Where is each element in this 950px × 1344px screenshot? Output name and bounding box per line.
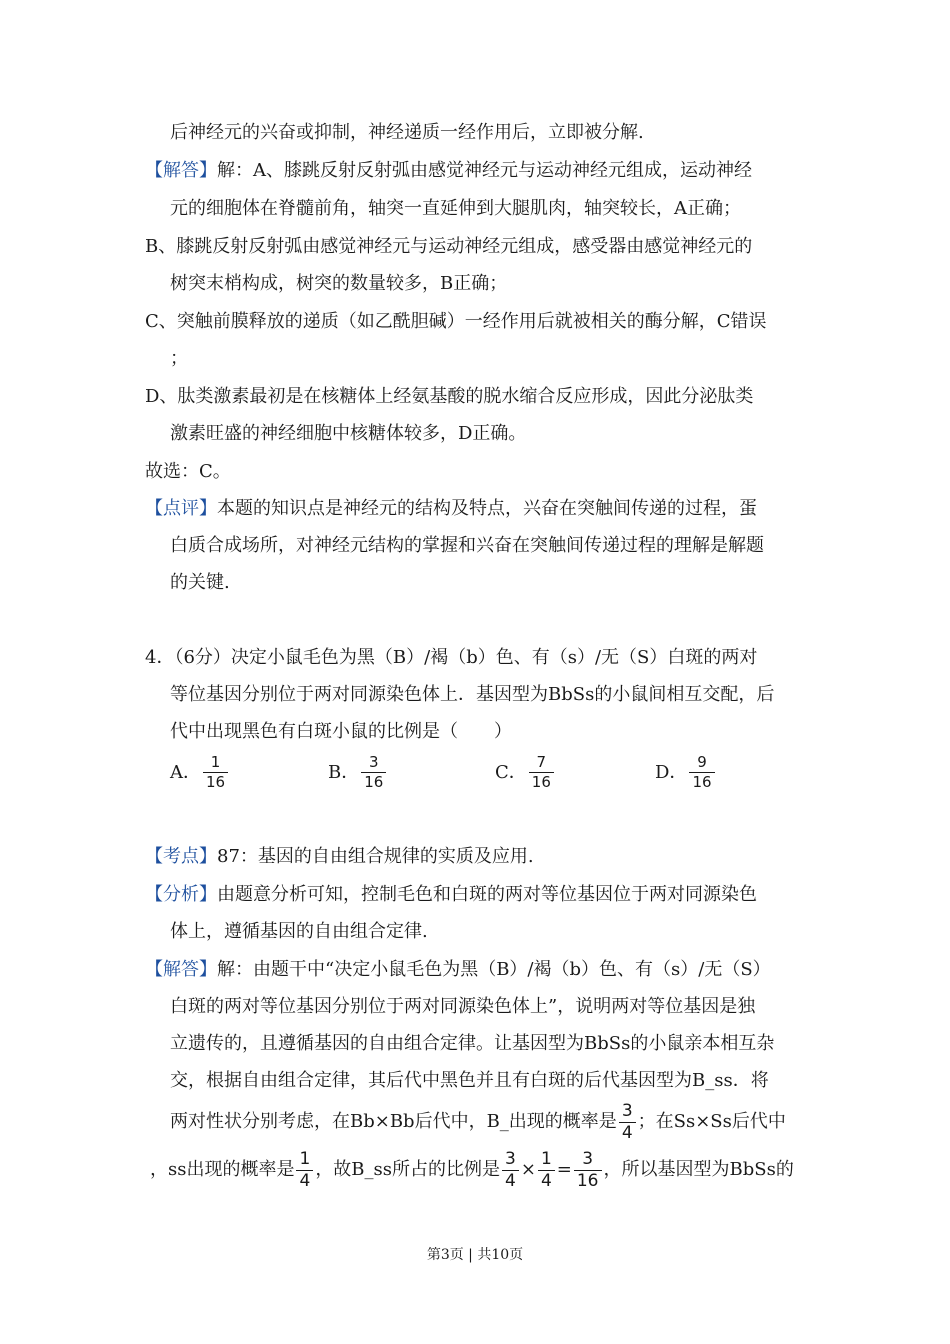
text-line: 立遗传的，且遵循基因的自由组合定律。让基因型为BbSs的小鼠亲本相互杂 bbox=[170, 1033, 775, 1054]
text-line: D、肽类激素最初是在核糖体上经氨基酸的脱水缩合反应形成，因此分泌肽类 bbox=[145, 386, 754, 407]
fraction-3-4: $\frac{3}{4}$ bbox=[619, 1103, 636, 1142]
question-stem: 4．（6分）决定小鼠毛色为黑（B）/褐（b）色、有（s）/无（S）白斑的两对 bbox=[145, 647, 758, 668]
option-label: C． bbox=[495, 761, 527, 783]
fraction: $\frac{9}{16}$ bbox=[689, 755, 714, 790]
text-line-with-fraction bbox=[150, 1150, 794, 1190]
text-line: 的关键. bbox=[170, 572, 230, 593]
option-label: A． bbox=[170, 761, 201, 783]
option-label: B． bbox=[328, 761, 360, 783]
jieda-block bbox=[145, 958, 771, 982]
text-line: 树突末梢构成，树突的数量较多，B正确； bbox=[170, 273, 508, 294]
text-line: 后神经元的兴奋或抑制，神经递质一经作用后，立即被分解. bbox=[170, 122, 644, 143]
page-footer: 第3页 | 共10页 bbox=[426, 1247, 524, 1263]
fraction-3-4: $\frac{3}{4}$ bbox=[502, 1151, 519, 1190]
fraction-1-4: $\frac{1}{4}$ bbox=[538, 1151, 555, 1190]
text-line: 解：由题干中“决定小鼠毛色为黑（B）/褐（b）色、有（s）/无（S） bbox=[217, 959, 771, 980]
times-sign: × bbox=[520, 1159, 536, 1180]
text-segment: 两对性状分别考虑，在Bb×Bb后代中，B_出现的概率是 bbox=[170, 1111, 617, 1132]
fraction-3-16: $\frac{3}{16}$ bbox=[574, 1151, 602, 1190]
equals-sign: = bbox=[556, 1159, 572, 1180]
text-segment: ，所以基因型为BbSs的 bbox=[603, 1159, 794, 1180]
text-segment: ；在Ss×Ss后代中 bbox=[637, 1111, 786, 1132]
text-line: 87：基因的自由组合规律的实质及应用. bbox=[217, 846, 534, 867]
option-b bbox=[328, 755, 388, 790]
kaodian-tag: 【考点】 bbox=[145, 846, 217, 867]
text-segment: ，故B_ss所占的比例是 bbox=[315, 1159, 501, 1180]
fraction: $\frac{3}{16}$ bbox=[361, 755, 386, 790]
text-line: 由题意分析可知，控制毛色和白斑的两对等位基因位于两对同源染色 bbox=[217, 884, 757, 905]
kaodian-block bbox=[145, 845, 534, 869]
text-line: ； bbox=[170, 348, 188, 369]
text-line: 白质合成场所，对神经元结构的掌握和兴奋在突触间传递过程的理解是解题 bbox=[170, 535, 764, 556]
text-line: 体上，遵循基因的自由组合定律. bbox=[170, 921, 428, 942]
text-line: 代中出现黑色有白斑小鼠的比例是（ ） bbox=[170, 721, 512, 742]
answer-tag: 【解答】 bbox=[145, 160, 217, 181]
text-line: B、膝跳反射反射弧由感觉神经元与运动神经元组成，感受器由感觉神经元的 bbox=[145, 236, 753, 257]
comment-tag: 【点评】 bbox=[145, 498, 217, 519]
option-c bbox=[495, 755, 556, 790]
fenxi-tag: 【分析】 bbox=[145, 884, 217, 905]
text-line: 白斑的两对等位基因分别位于两对同源染色体上”，说明两对等位基因是独 bbox=[170, 996, 756, 1017]
text-line: 交，根据自由组合定律，其后代中黑色并且有白斑的后代基因型为B_ss．将 bbox=[170, 1070, 769, 1091]
answer-block bbox=[145, 159, 752, 183]
text-line-with-fraction bbox=[170, 1100, 786, 1143]
option-a bbox=[170, 755, 230, 790]
option-label: D． bbox=[655, 761, 688, 783]
comment-block bbox=[145, 497, 757, 521]
option-d bbox=[655, 755, 717, 790]
text-line: 本题的知识点是神经元的结构及特点，兴奋在突触间传递的过程，蛋 bbox=[217, 498, 757, 519]
text-line: 激素旺盛的神经细胞中核糖体较多，D正确。 bbox=[170, 423, 527, 444]
fenxi-block bbox=[145, 883, 757, 907]
text-line: 等位基因分别位于两对同源染色体上．基因型为BbSs的小鼠间相互交配，后 bbox=[170, 684, 775, 705]
text-line: 元的细胞体在脊髓前角，轴突一直延伸到大腿肌肉，轴突较长，A正确； bbox=[170, 198, 741, 219]
fraction: $\frac{1}{16}$ bbox=[203, 755, 228, 790]
text-line: 解：A、膝跳反射反射弧由感觉神经元与运动神经元组成，运动神经 bbox=[217, 160, 752, 181]
text-segment: ，ss出现的概率是 bbox=[150, 1159, 295, 1180]
jieda-tag: 【解答】 bbox=[145, 959, 217, 980]
fraction: $\frac{7}{16}$ bbox=[529, 755, 554, 790]
text-line: C、突触前膜释放的递质（如乙酰胆碱）一经作用后就被相关的酶分解，C错误 bbox=[145, 311, 767, 332]
fraction-1-4: $\frac{1}{4}$ bbox=[296, 1151, 313, 1190]
text-line: 故选：C。 bbox=[145, 461, 231, 482]
